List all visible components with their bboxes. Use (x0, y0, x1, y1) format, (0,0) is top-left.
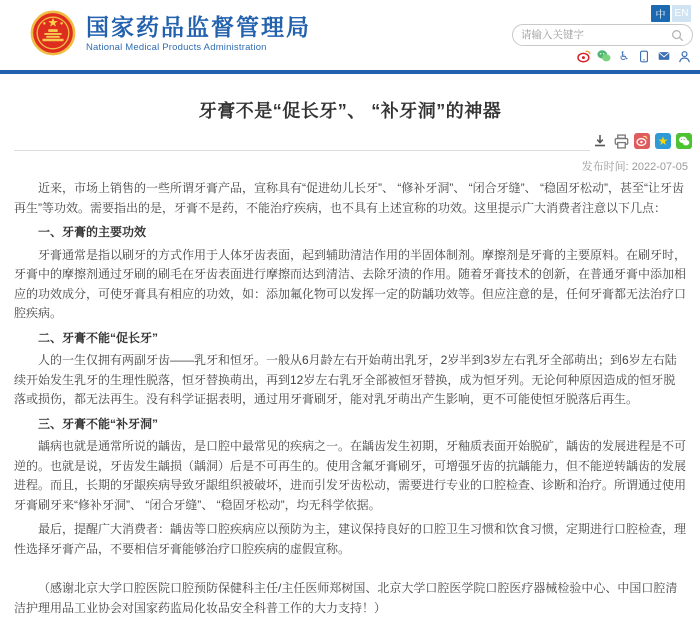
share-wechat-icon[interactable] (676, 133, 692, 149)
mail-icon[interactable] (657, 49, 671, 63)
search-box (512, 24, 693, 46)
section-1-heading: 一、牙膏的主要功效 (38, 225, 147, 239)
search-icon[interactable] (671, 29, 684, 42)
publish-label: 发布时间: (581, 161, 629, 173)
user-icon[interactable] (677, 49, 691, 63)
site-logo[interactable] (30, 10, 311, 56)
acknowledgment-paragraph: （感谢北京大学口腔医院口腔预防保健科主任/主任医师郑树国、北京大学口腔医学院口腔医疗器械检验中心、中国口腔清洁护理用品工业协会对国家药监局化妆品安全科普工作的大力支持！） (14, 581, 678, 615)
weibo-icon[interactable] (577, 49, 591, 63)
section-3-paragraph: 龋病也就是通常所说的龋齿，是口腔中最常见的疾病之一。在龋齿发生初期，牙釉质表面开始脱矿，龋齿的发展进程是不可逆的。也就是说，牙齿发生龋损（龋洞）后是不可再生的。使用含氟牙膏刷牙，可增强牙齿的抗龋能力，但不能逆转龋齿的发展进程。而且，长期的牙龈疾病导致牙龈组织被破坏，进而引发牙齿松动，需要进行专业的口腔检查、诊断和治疗。所谓通过使用牙膏刷牙来“修补牙洞”、 “闭合牙缝”、 “稳固牙松动”，均无科学依据。 (14, 439, 687, 512)
section-1-paragraph: 牙膏通常是指以刷牙的方式作用于人体牙齿表面，起到辅助清洁作用的半固体制剂。摩擦剂是牙膏的主要原料。在刷牙时，牙膏中的摩擦剂通过牙刷的刷毛在牙齿表面进行摩擦而达到清洁、去除牙渍的作用。随着牙膏技术的创新，在普通牙膏中添加相应的功效成分，可使牙膏具有相应的功效，如：添加氟化物可以发挥一定的防龋功效等。但应注意的是，任何牙膏都无法治疗口腔疾病。 (14, 247, 687, 320)
article-toolbar (592, 133, 692, 149)
article-title: 牙膏不是“促长牙”、 “补牙洞”的神器 (198, 101, 502, 121)
section-3-heading: 三、牙膏不能“补牙洞” (38, 416, 159, 431)
site-subtitle: National Medical Products Administration (86, 41, 267, 53)
lang-zh-button[interactable]: 中 (651, 5, 670, 22)
national-emblem-icon (30, 10, 76, 56)
site-header (0, 0, 700, 70)
download-icon[interactable] (592, 133, 608, 149)
search-input[interactable] (521, 29, 671, 41)
lang-en-button[interactable]: EN (672, 5, 691, 22)
share-weibo-icon[interactable] (634, 133, 650, 149)
publish-time (582, 158, 688, 174)
intro-paragraph: 近来，市场上销售的一些所谓牙膏产品，宣称具有“促进幼儿长牙”、 “修补牙洞”、 “闭合牙缝”、 “稳固牙松动”，甚至“让牙齿再生”等功效。需要指出的是，牙膏不是药，不能治疗疾病，也不具有上述宣称的功效。这里提示广大消费者注意以下几点： (14, 181, 684, 215)
title-divider (14, 150, 590, 151)
section-2-paragraph: 人的一生仅拥有两副牙齿——乳牙和恒牙。一般从6月龄左右开始萌出乳牙，2岁半到3岁左右乳牙全部萌出；到6岁左右陆续开始发生乳牙的生理性脱落，恒牙替换萌出，再到12岁左右乳牙全部被恒牙替换，成为恒牙列。无论何种原因造成的恒牙脱落或损伤，都无法再生。没有科学证据表明，通过用牙膏刷牙，能对乳牙萌出产生影响，更不可能使恒牙脱落后再生。 (14, 353, 677, 406)
article-body (14, 179, 686, 618)
star-glyph: ★ (657, 134, 669, 148)
article-meta (14, 131, 686, 179)
mobile-icon[interactable] (637, 49, 651, 63)
site-title: 国家药品监督管理局 (86, 13, 311, 40)
publish-date: 2022-07-05 (631, 161, 688, 173)
print-icon[interactable] (613, 133, 629, 149)
quick-icon-row (577, 49, 691, 63)
closing-paragraph: 最后，提醒广大消费者：龋齿等口腔疾病应以预防为主，建议保持良好的口腔卫生习惯和饮食习惯，定期进行口腔检查，理性选择牙膏产品，不要相信牙膏能够治疗口腔疾病的虚假宣称。 (14, 522, 687, 556)
article (0, 97, 700, 618)
accessibility-icon[interactable]: ♿ (618, 49, 630, 63)
header-divider-bar (0, 70, 700, 74)
wechat-icon[interactable] (597, 49, 611, 63)
share-qzone-icon[interactable] (655, 133, 671, 149)
language-toggle (651, 5, 691, 22)
section-2-heading: 二、牙膏不能“促长牙” (38, 330, 159, 345)
